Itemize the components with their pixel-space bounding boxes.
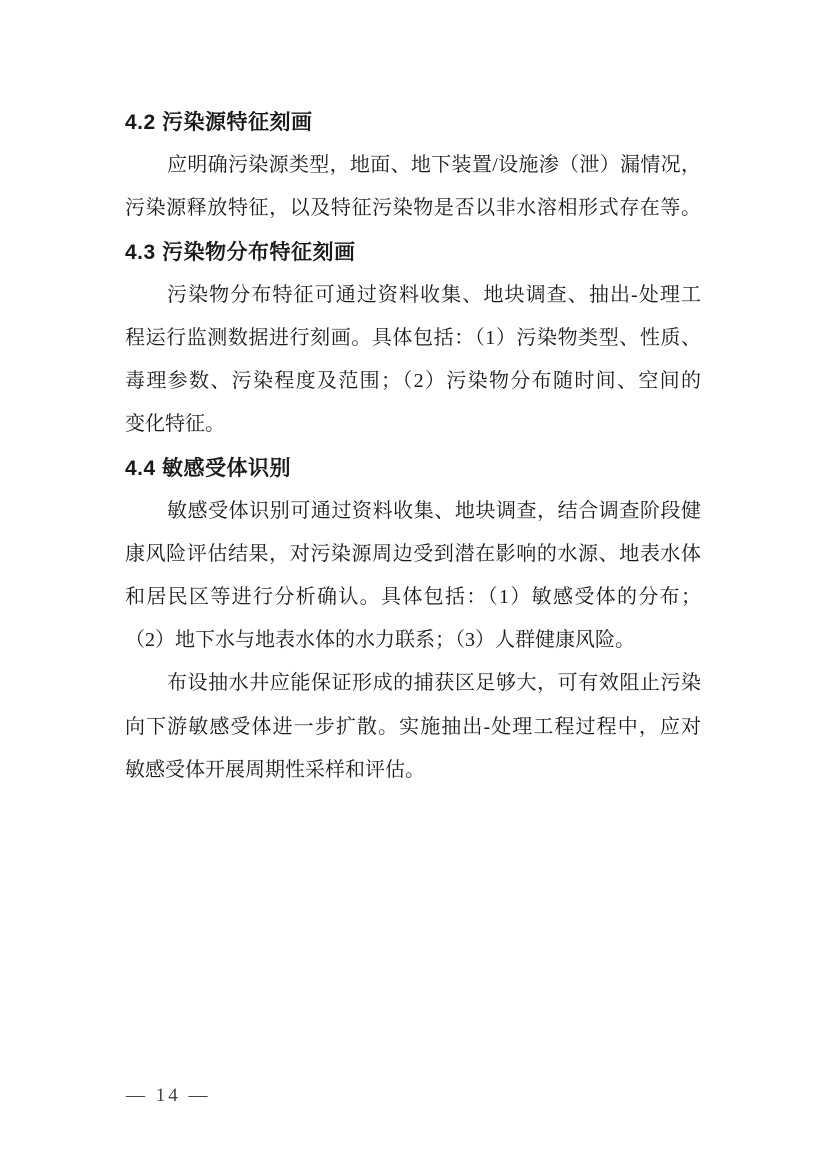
paragraph-line: 毒理参数、污染程度及范围；（2）污染物分布随时间、空间的 [125,370,701,393]
section-heading-4-3: 4.3 污染物分布特征刻画 [125,240,356,264]
paragraph-line: 和居民区等进行分析确认。具体包括：（1）敏感受体的分布； [125,586,701,609]
paragraph-line: 应明确污染源类型，地面、地下装置/设施渗（泄）漏情况， [167,154,701,177]
paragraph-line: 康风险评估结果，对污染源周边受到潜在影响的水源、地表水体 [125,542,701,565]
paragraph-line: 污染源释放特征，以及特征污染物是否以非水溶相形式存在等。 [125,197,701,220]
paragraph-line: 敏感受体识别可通过资料收集、地块调查，结合调查阶段健 [167,499,701,522]
paragraph-line: （2）地下水与地表水体的水力联系；（3）人群健康风险。 [125,629,635,652]
section-heading-4-4: 4.4 敏感受体识别 [125,456,292,480]
paragraph-line: 污染物分布特征可通过资料收集、地块调查、抽出-处理工 [167,283,701,306]
paragraph-line: 向下游敏感受体进一步扩散。实施抽出-处理工程过程中，应对 [125,715,701,738]
paragraph-line: 程运行监测数据进行刻画。具体包括：（1）污染物类型、性质、 [125,326,701,349]
paragraph-line: 敏感受体开展周期性采样和评估。 [125,758,425,781]
paragraph-line: 变化特征。 [125,413,225,436]
text-column [125,101,701,792]
paragraph-line: 布设抽水井应能保证形成的捕获区足够大，可有效阻止污染 [167,672,701,695]
page-number: — 14 — [126,1085,211,1106]
section-heading-4-2: 4.2 污染源特征刻画 [125,111,313,134]
